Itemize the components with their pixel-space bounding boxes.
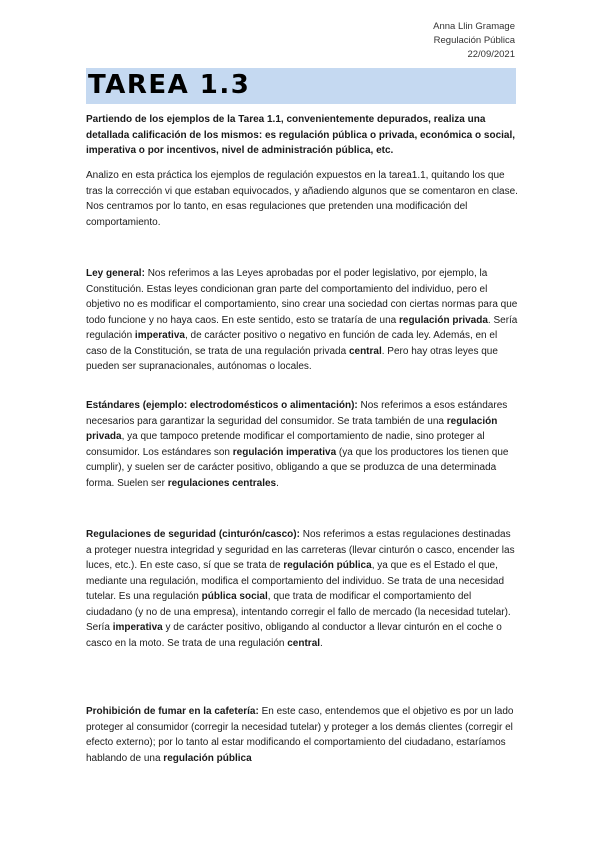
paragraph-text: , ya que es el Estado el que, mediante una regulación, modifica el comportamiento del individuo. Se trata de una necesidad tutelar. Es una regulación: [86, 560, 505, 602]
page-title: TAREA 1.3: [88, 70, 251, 100]
paragraph-text: . Pero hay otras leyes que pueden ser supranacionales, autónomas o locales.: [86, 345, 498, 372]
paragraph-text: .: [320, 637, 323, 649]
intro-paragraph: Analizo en esta práctica los ejemplos de regulación expuestos en la tarea1.1, quitando los que tras la corrección vi que estaban equivocados, y añadiendo algunos que se comentaron en clase. Nos centramos por lo tanto, en esas regulaciones que pretenden una modificación del comportamiento.: [86, 170, 518, 228]
paragraph-heading: Prohibición de fumar en la cafetería:: [86, 706, 259, 717]
paragraph-prohibicion-fumar: [86, 704, 518, 766]
paragraph-text: . Sería regulación: [86, 314, 518, 341]
author-name: Anna Llin Gramage: [433, 21, 515, 32]
emphasis-text: regulación imperativa: [232, 446, 337, 458]
paragraph-text: Nos referimos a estas regulaciones destinadas a proteger nuestra integridad y seguridad en las carreteras (llevar cinturón o casco, encender las luces, etc.). En este caso, sí que se trata de: [86, 529, 515, 571]
emphasis-text: pública social: [201, 591, 268, 602]
paragraph-heading: Ley general:: [86, 268, 145, 279]
paragraph-text: , ya que tampoco pretende modificar el comportamiento de nadie, sino proteger al consumidor. Los estándares son: [86, 431, 485, 458]
emphasis-text: central: [287, 637, 321, 649]
paragraph-text: Nos referimos a las Leyes aprobadas por el poder legislativo, por ejemplo, la Constitución. Estas leyes condicionan gran parte del comportamiento del individuo, pero el objetivo no es modificar el comportamiento, sino crear una sociedad con ciertas normas para que todo funcione y no haya caos. En este sentido, esto se trataría de una: [86, 268, 518, 326]
paragraph-text: En este caso, entendemos que el objetivo es por un lado proteger al consumidor (corregir la necesidad tutelar) y proteger a los demás clientes (corregir el efecto externo); por lo tanto al estar modificando el comportamiento del ciudadano, estaríamos hablando de una: [86, 706, 514, 764]
paragraph-seguridad: [86, 527, 518, 651]
paragraph-text: .: [276, 477, 279, 489]
paragraph-estandares: [86, 398, 518, 491]
paragraph-ley-general: [86, 266, 518, 375]
paragraph-text: , que trata de modificar el comportamiento del ciudadano (y no de una empresa), intentando corregir el fallo de mercado (la necesidad tutelar). Sería: [86, 591, 511, 633]
emphasis-text: central: [348, 345, 382, 357]
paragraph-text: y de carácter positivo, obligando al conductor a llevar cinturón en el coche o casco en la moto. Se trata de una regulación: [86, 622, 502, 649]
paragraph-text: Nos referimos a esos estándares necesarios para garantizar la seguridad del consumidor. Se trata también de una: [86, 400, 508, 427]
paragraph-heading: Regulaciones de seguridad (cinturón/casco):: [86, 529, 300, 540]
emphasis-text: regulaciones centrales: [167, 477, 277, 489]
emphasis-text: imperativa: [134, 330, 185, 341]
page-header: [433, 20, 515, 62]
assignment-prompt: Partiendo de los ejemplos de la Tarea 1.1, convenientemente depurados, realiza una detallada calificación de los mismos: es regulación pública o privada, económica o social, imperativa o por incentivos, nivel de administración pública, etc.: [86, 114, 516, 156]
subject-name: Regulación Pública: [433, 35, 515, 46]
emphasis-text: regulación privada: [86, 415, 498, 442]
emphasis-text: imperativa: [112, 622, 163, 633]
emphasis-text: regulación pública: [283, 560, 372, 571]
emphasis-text: regulación pública: [163, 752, 252, 764]
paragraph-text: , de carácter positivo o negativo en función de cada ley. Además, en el caso de la Constitución, se trata de una regulación privada: [86, 330, 498, 357]
paragraph-heading: Estándares (ejemplo: electrodomésticos o alimentación):: [86, 400, 358, 411]
emphasis-text: regulación privada: [398, 314, 488, 326]
document-date: 22/09/2021: [467, 49, 515, 60]
title-banner: [86, 68, 516, 104]
paragraph-text: (ya que los productores los tienen que cumplir), y suelen ser de carácter positivo, obligando a que se produzca de una determinada forma. Suelen ser: [86, 446, 509, 489]
